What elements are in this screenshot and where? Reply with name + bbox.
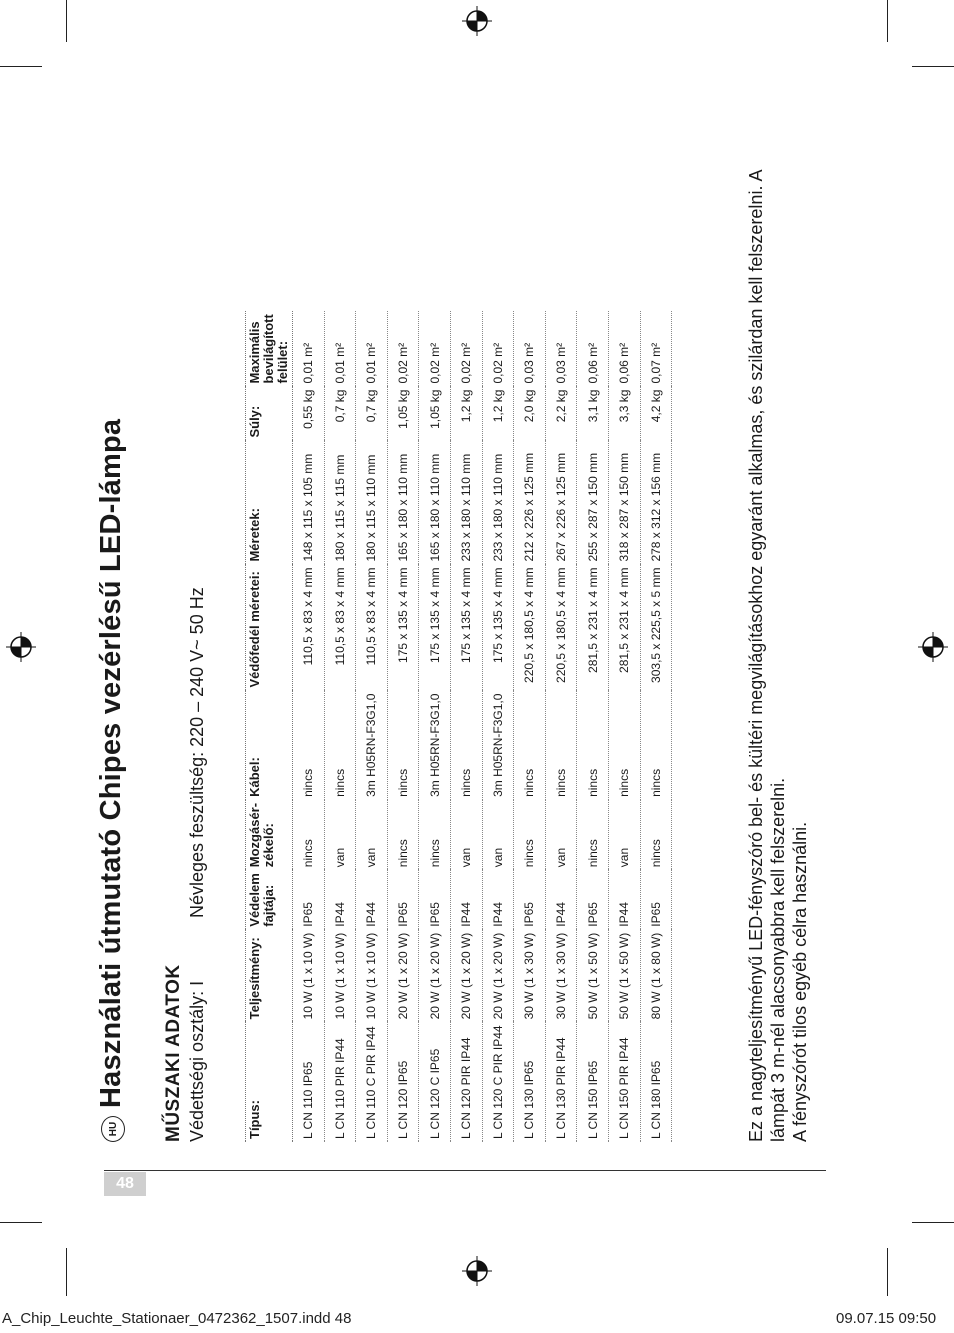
cell-cover-dimensions: 220,5 x 180,5 x 4 mm [514,565,546,691]
cell-max-area: 0,03 m² [514,311,546,386]
crop-mark [912,1222,954,1223]
header-power: Teljesítmény: [246,930,293,1023]
slug-date: 09.07.15 09:50 [836,1310,937,1327]
slug-file: A_Chip_Leuchte_Stationaer_0472362_1507.indd 48 [2,1310,352,1327]
cell-max-area: 0,03 m² [545,311,577,386]
table-row [640,311,672,1142]
table-row [514,311,546,1142]
header-motion-sensor: Mozgásér-zékelő: [246,800,293,870]
table-row [387,311,419,1142]
cell-max-area: 0,02 m² [419,311,451,386]
crop-mark [912,66,954,67]
table-row [324,311,356,1142]
cell-dimensions: 180 x 115 x 110 mm [356,441,388,565]
cell-cable: 3m H05RN-F3G1,0 [419,691,451,800]
cell-protection: IP65 [293,870,325,929]
crop-mark [66,1248,67,1296]
cell-type: L CN 110 PIR IP44 [324,1022,356,1142]
page-rule [104,1170,826,1171]
cell-type: L CN 110 C PIR IP44 [356,1022,388,1142]
cell-weight: 1,2 kg [450,387,482,441]
cell-power: 30 W (1 x 30 W) [514,930,546,1023]
cell-max-area: 0,06 m² [577,311,609,386]
cell-max-area: 0,01 m² [324,311,356,386]
table-row [577,311,609,1142]
cell-cover-dimensions: 110,5 x 83 x 4 mm [324,565,356,691]
cell-power: 20 W (1 x 20 W) [450,930,482,1023]
cell-cable: nincs [545,691,577,800]
table-body [293,311,672,1142]
header-cover-dimensions: Védőfedél méretei: [246,565,293,691]
cell-cable: nincs [514,691,546,800]
cell-cable: nincs [608,691,640,800]
header-type: Típus: [246,1022,293,1142]
cell-motion-sensor: van [324,800,356,870]
cell-dimensions: 318 x 287 x 150 mm [608,441,640,565]
header-protection: Védelem fajtája: [246,870,293,929]
cell-max-area: 0,01 m² [356,311,388,386]
cell-motion-sensor: van [545,800,577,870]
cell-protection: IP44 [608,870,640,929]
cell-power: 10 W (1 x 10 W) [356,930,388,1023]
table-row [419,311,451,1142]
cell-power: 50 W (1 x 50 W) [608,930,640,1023]
cell-type: L CN 110 IP65 [293,1022,325,1142]
cell-max-area: 0,01 m² [293,311,325,386]
cell-weight: 0,7 kg [324,387,356,441]
header-max-area: Maximális bevilágított felület: [246,311,293,386]
cell-power: 50 W (1 x 50 W) [577,930,609,1023]
description [745,152,811,1142]
cell-cover-dimensions: 281,5 x 231 x 4 mm [577,565,609,691]
cell-cable: nincs [324,691,356,800]
description-paragraph: A fényszórót tilos egyéb célra használni. [790,821,810,1142]
section-title: MŰSZAKI ADATOK [163,964,184,1142]
cell-max-area: 0,02 m² [450,311,482,386]
cell-dimensions: 267 x 226 x 125 mm [545,441,577,565]
cell-protection: IP44 [450,870,482,929]
cell-type: L CN 120 C PIR IP44 [482,1022,514,1142]
registration-mark-icon [462,1256,492,1286]
cell-motion-sensor: nincs [293,800,325,870]
cell-motion-sensor: van [482,800,514,870]
cell-dimensions: 165 x 180 x 110 mm [419,441,451,565]
cell-cable: nincs [450,691,482,800]
cell-weight: 0,55 kg [293,387,325,441]
cell-max-area: 0,02 m² [387,311,419,386]
cell-power: 80 W (1 x 80 W) [640,930,672,1023]
header-weight: Súly: [246,387,293,441]
cell-protection: IP65 [640,870,672,929]
cell-protection: IP44 [324,870,356,929]
cell-max-area: 0,06 m² [608,311,640,386]
cell-cover-dimensions: 175 x 135 x 4 mm [419,565,451,691]
cell-dimensions: 212 x 226 x 125 mm [514,441,546,565]
cell-cover-dimensions: 110,5 x 83 x 4 mm [293,565,325,691]
cell-motion-sensor: nincs [419,800,451,870]
cell-type: L CN 180 IP65 [640,1022,672,1142]
description-paragraph: Ez a nagyteljesítményű LED-fényszóró bel- és kültéri megvilágításokhoz egyaránt alkalmas, és szilárdan kell felszerelni. A lámpát 3 m-nél alacsonyabbra kell felszerelni. [746,170,788,1142]
cell-type: L CN 130 PIR IP44 [545,1022,577,1142]
cell-type: L CN 150 IP65 [577,1022,609,1142]
page-title: Használati útmutató Chipes vezérlésű LED-lámpa [95,418,127,1108]
registration-mark-icon [918,632,948,662]
cell-type: L CN 130 IP65 [514,1022,546,1142]
cell-power: 20 W (1 x 20 W) [419,930,451,1023]
cell-type: L CN 120 PIR IP44 [450,1022,482,1142]
cell-weight: 2,2 kg [545,387,577,441]
cell-cover-dimensions: 175 x 135 x 4 mm [450,565,482,691]
cell-motion-sensor: nincs [640,800,672,870]
cell-protection: IP65 [419,870,451,929]
cell-weight: 4,2 kg [640,387,672,441]
cell-type: L CN 120 C IP65 [419,1022,451,1142]
cell-motion-sensor: nincs [577,800,609,870]
table-row [356,311,388,1142]
cell-max-area: 0,02 m² [482,311,514,386]
cell-motion-sensor: van [450,800,482,870]
crop-mark [887,0,888,42]
protection-class: Védettségi osztály: I [187,980,207,1142]
cell-power: 30 W (1 x 30 W) [545,930,577,1023]
cell-dimensions: 233 x 180 x 110 mm [482,441,514,565]
cell-cable: nincs [293,691,325,800]
cell-cable: nincs [387,691,419,800]
cell-protection: IP44 [356,870,388,929]
rated-voltage: Névleges feszültség: 220 – 240 V~ 50 Hz [187,587,207,918]
cell-cable: nincs [577,691,609,800]
cell-protection: IP44 [482,870,514,929]
header-dimensions: Méretek: [246,441,293,565]
crop-mark [0,66,42,67]
cell-weight: 1,05 kg [419,387,451,441]
cell-power: 20 W (1 x 20 W) [482,930,514,1023]
cell-protection: IP44 [545,870,577,929]
table-row [482,311,514,1142]
cell-power: 20 W (1 x 20 W) [387,930,419,1023]
cell-cover-dimensions: 303,5 x 225,5 x 5 mm [640,565,672,691]
cell-cover-dimensions: 220,5 x 180,5 x 4 mm [545,565,577,691]
registration-mark-icon [6,632,36,662]
table-row [545,311,577,1142]
cell-cover-dimensions: 110,5 x 83 x 4 mm [356,565,388,691]
language-badge: HU [101,1116,125,1142]
crop-mark [66,0,67,42]
spec-table [245,311,672,1142]
cell-dimensions: 180 x 115 x 115 mm [324,441,356,565]
table-row [450,311,482,1142]
cell-weight: 2,0 kg [514,387,546,441]
cell-cover-dimensions: 175 x 135 x 4 mm [387,565,419,691]
page-number: 48 [104,1172,146,1196]
cell-cable: nincs [640,691,672,800]
cell-type: L CN 120 IP65 [387,1022,419,1142]
cell-motion-sensor: van [608,800,640,870]
cell-dimensions: 148 x 115 x 105 mm [293,441,325,565]
crop-mark [0,1222,42,1223]
header-cable: Kábel: [246,691,293,800]
cell-cable: 3m H05RN-F3G1,0 [356,691,388,800]
cell-dimensions: 233 x 180 x 110 mm [450,441,482,565]
cell-weight: 1,2 kg [482,387,514,441]
table-header-row [246,311,293,1142]
cell-protection: IP65 [514,870,546,929]
rotated-page-content [95,80,815,1180]
cell-motion-sensor: nincs [387,800,419,870]
cell-dimensions: 165 x 180 x 110 mm [387,441,419,565]
cell-protection: IP65 [387,870,419,929]
cell-dimensions: 278 x 312 x 156 mm [640,441,672,565]
cell-weight: 0,7 kg [356,387,388,441]
table-row [293,311,325,1142]
cell-weight: 1,05 kg [387,387,419,441]
cell-cover-dimensions: 281,5 x 231 x 4 mm [608,565,640,691]
cell-max-area: 0,07 m² [640,311,672,386]
cell-power: 10 W (1 x 10 W) [293,930,325,1023]
cell-protection: IP65 [577,870,609,929]
cell-motion-sensor: van [356,800,388,870]
cell-motion-sensor: nincs [514,800,546,870]
crop-mark [887,1248,888,1296]
cell-type: L CN 150 PIR IP44 [608,1022,640,1142]
registration-mark-icon [462,6,492,36]
cell-weight: 3,3 kg [608,387,640,441]
cell-power: 10 W (1 x 10 W) [324,930,356,1023]
cell-weight: 3,1 kg [577,387,609,441]
cell-cable: 3m H05RN-F3G1,0 [482,691,514,800]
cell-cover-dimensions: 175 x 135 x 4 mm [482,565,514,691]
cell-dimensions: 255 x 287 x 150 mm [577,441,609,565]
table-row [608,311,640,1142]
